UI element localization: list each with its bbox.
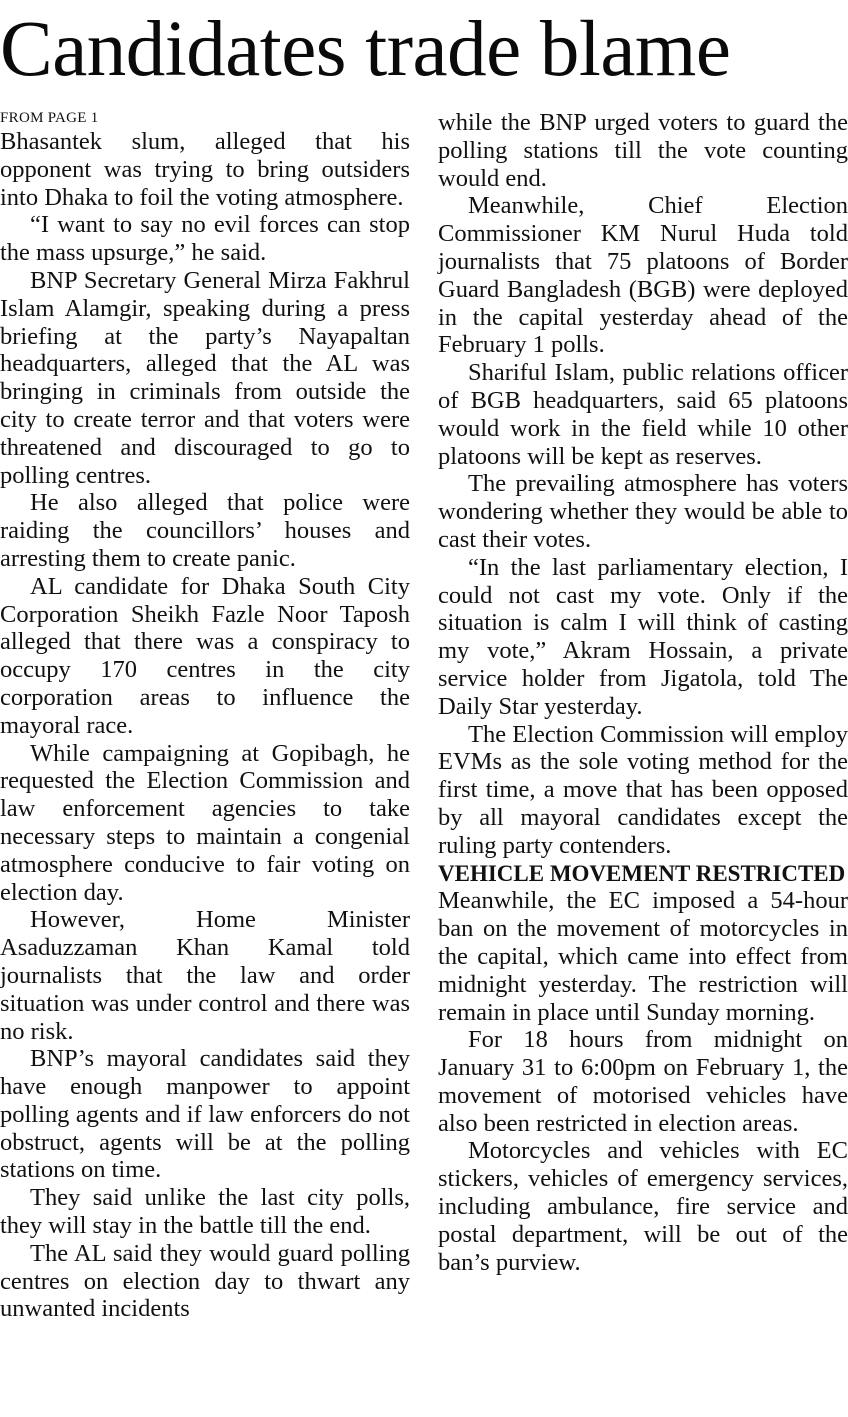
paragraph: Meanwhile, the EC imposed a 54-hour ban on the movement of motorcycles in the capital, which came into effect from midnight yesterday. The restriction will remain in place until Sunday morning. bbox=[438, 887, 848, 1026]
paragraph: while the BNP urged voters to guard the polling stations till the vote counting would end. bbox=[438, 109, 848, 192]
paragraph: The prevailing atmosphere has voters wondering whether they would be able to cast their votes. bbox=[438, 470, 848, 553]
paragraph: The Election Commission will employ EVMs as the sole voting method for the first time, a move that has been opposed by all mayoral candidates except the ruling party contenders. bbox=[438, 720, 848, 859]
paragraph: The AL said they would guard polling centres on election day to thwart any unwanted incidents bbox=[0, 1239, 410, 1323]
paragraph: However, Home Minister Asaduzzaman Khan Kamal told journalists that the law and order situation was under control and there was no risk. bbox=[0, 906, 410, 1045]
paragraph: BNP’s mayoral candidates said they have enough manpower to appoint polling agents and if law enforcers do not obstruct, agents will be at the polling stations on time. bbox=[0, 1045, 410, 1184]
jump-line: FROM PAGE 1 bbox=[0, 110, 99, 126]
article-column-left bbox=[0, 108, 410, 1323]
paragraph: BNP Secretary General Mirza Fakhrul Islam Alamgir, speaking during a press briefing at the party’s Nayapaltan headquarters, alleged that the AL was bringing in criminals from outside the city to create terror and that voters were threatened and discouraged to go to polling centres. bbox=[0, 266, 410, 489]
paragraph: Bhasantek slum, alleged that his opponent was trying to bring outsiders into Dhaka to foil the voting atmosphere. bbox=[0, 128, 410, 211]
paragraph: He also alleged that police were raiding the councillors’ houses and arresting them to create panic. bbox=[0, 489, 410, 572]
paragraph: AL candidate for Dhaka South City Corporation Sheikh Fazle Noor Taposh alleged that there was a conspiracy to occupy 170 centres in the city corporation areas to influence the mayoral race. bbox=[0, 572, 410, 739]
article-column-right bbox=[438, 109, 848, 1276]
paragraph: Shariful Islam, public relations officer of BGB headquarters, said 65 platoons would work in the field while 10 other platoons will be kept as reserves. bbox=[438, 359, 848, 470]
paragraph: Meanwhile, Chief Election Commissioner KM Nurul Huda told journalists that 75 platoons of Border Guard Bangladesh (BGB) were deployed in the capital yesterday ahead of the February 1 polls. bbox=[438, 192, 848, 359]
paragraph: “In the last parliamentary election, I could not cast my vote. Only if the situation is calm I will think of casting my vote,” Akram Hossain, a private service holder from Jigatola, told The Daily Star yesterday. bbox=[438, 553, 848, 720]
paragraph: For 18 hours from midnight on January 31 to 6:00pm on February 1, the movement of motorised vehicles have also been restricted in election areas. bbox=[438, 1026, 848, 1137]
paragraph: “I want to say no evil forces can stop the mass upsurge,” he said. bbox=[0, 211, 410, 267]
headline: Candidates trade blame bbox=[0, 6, 731, 93]
subheading: VEHICLE MOVEMENT RESTRICTED bbox=[438, 860, 846, 886]
paragraph: Motorcycles and vehicles with EC stickers, vehicles of emergency services, including ambulance, fire service and postal department, will be out of the ban’s purview. bbox=[438, 1137, 848, 1276]
paragraph: They said unlike the last city polls, they will stay in the battle till the end. bbox=[0, 1184, 410, 1240]
paragraph: While campaigning at Gopibagh, he requested the Election Commission and law enforcement agencies to take necessary steps to maintain a congenial atmosphere conducive to fair voting on election day. bbox=[0, 739, 410, 906]
